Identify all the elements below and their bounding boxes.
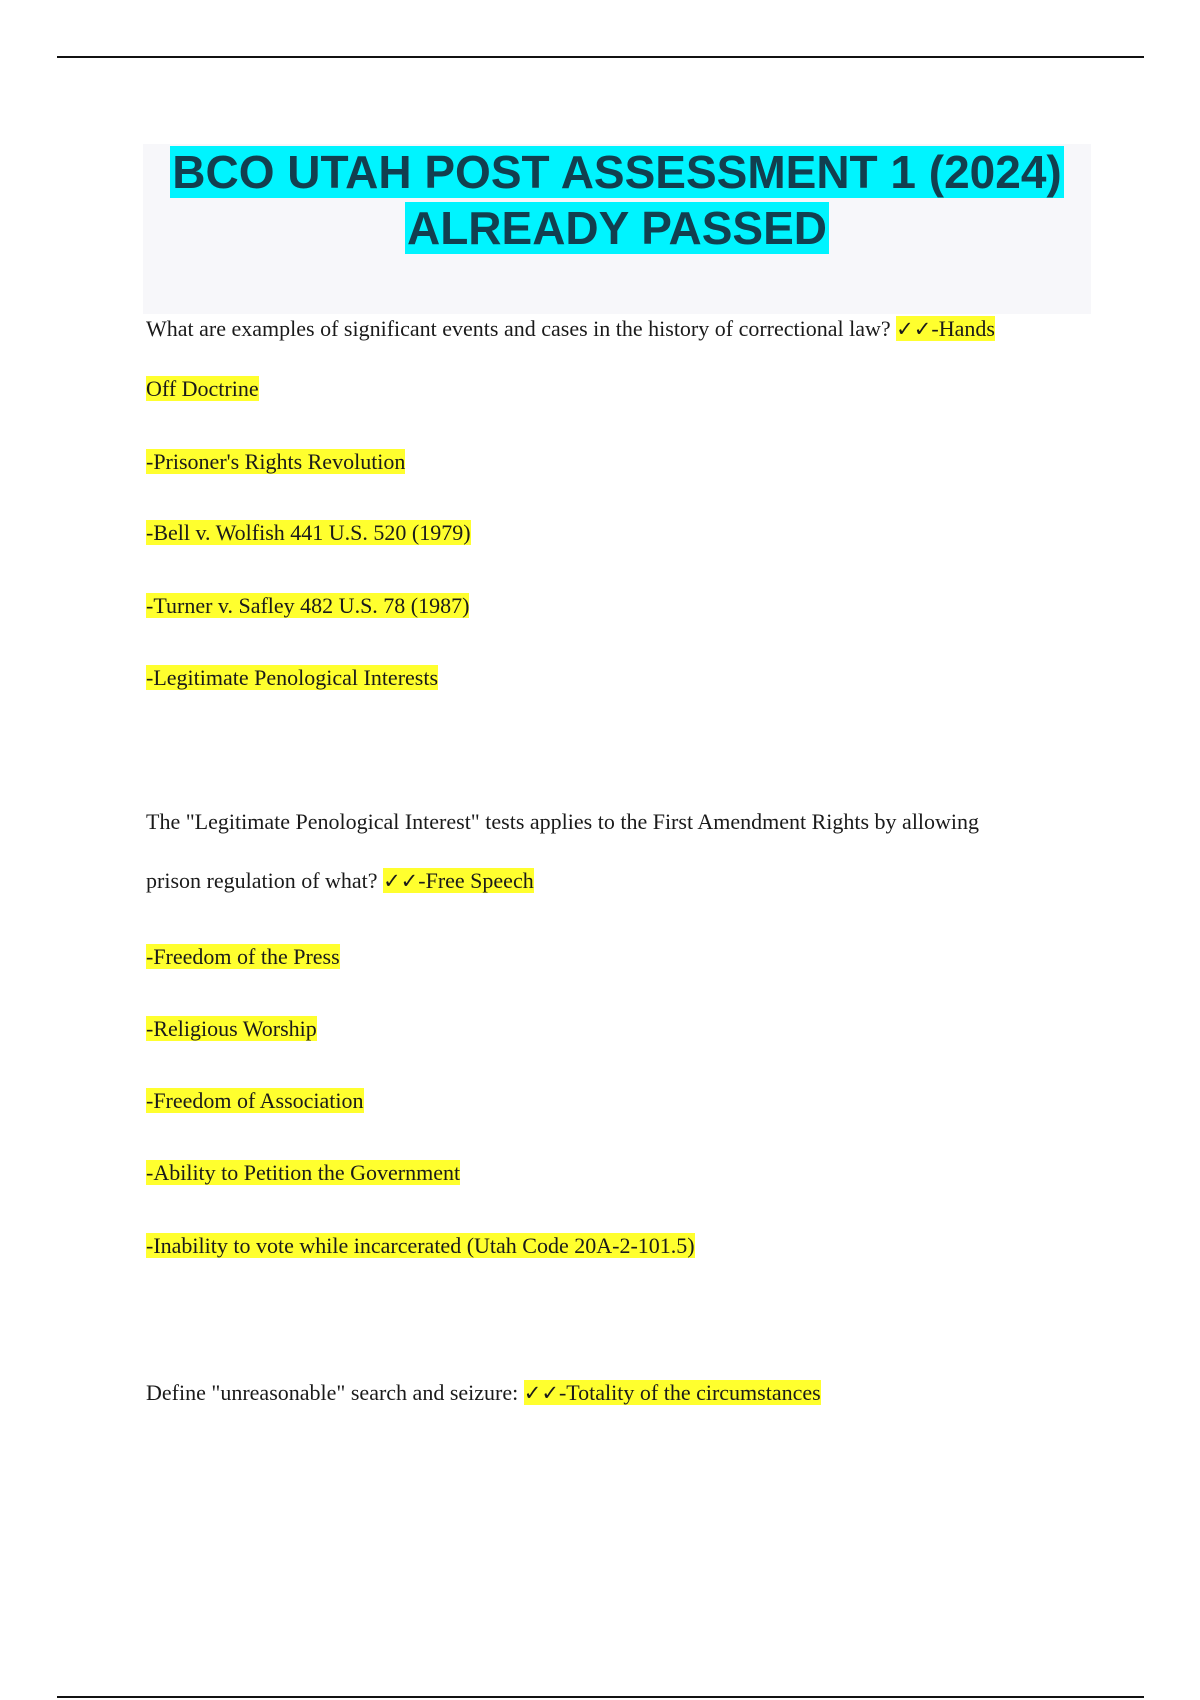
checkmark-icon: ✓✓	[523, 1381, 559, 1405]
q1-answer-item: -Turner v. Safley 482 U.S. 78 (1987)	[146, 593, 470, 618]
q1-answer-continued: Off Doctrine	[146, 376, 259, 401]
document-title	[143, 144, 1091, 314]
title-line-2: ALREADY PASSED	[406, 202, 828, 254]
q2-answer-item: -Inability to vote while incarcerated (Utah Code 20A-2-101.5)	[146, 1233, 695, 1258]
q1-answer-item: -Bell v. Wolfish 441 U.S. 520 (1979)	[146, 520, 471, 545]
checkmark-icon: ✓✓	[383, 869, 419, 893]
q2-answer-start: ✓✓-Free Speech	[383, 868, 534, 893]
q1-answer-item: -Prisoner's Rights Revolution	[146, 449, 406, 474]
q2-answer-item: -Religious Worship	[146, 1016, 317, 1041]
q2-answer-item: -Freedom of the Press	[146, 944, 340, 969]
q2-answer-item: -Freedom of Association	[146, 1088, 364, 1113]
q1-question: What are examples of significant events and cases in the history of correctional law? ✓✓-Hands	[146, 316, 995, 341]
q3-answer-start: ✓✓-Totality of the circumstances	[523, 1380, 821, 1405]
q2-question-line-1: The "Legitimate Penological Interest" tests applies to the First Amendment Rights by allowing	[146, 809, 980, 834]
title-line-1: BCO UTAH POST ASSESSMENT 1 (2024)	[172, 146, 1062, 198]
q2-answer-item: -Ability to Petition the Government	[146, 1160, 461, 1185]
header-rule	[57, 56, 1144, 58]
q1-answer-start: ✓✓-Hands	[896, 316, 995, 341]
q2-question-line-2: prison regulation of what? ✓✓-Free Speech	[146, 868, 534, 893]
footer-rule	[57, 1696, 1144, 1698]
q1-answer-item: -Legitimate Penological Interests	[146, 665, 439, 690]
checkmark-icon: ✓✓	[896, 317, 932, 341]
q3-question: Define "unreasonable" search and seizure: ✓✓-Totality of the circumstances	[146, 1380, 821, 1405]
